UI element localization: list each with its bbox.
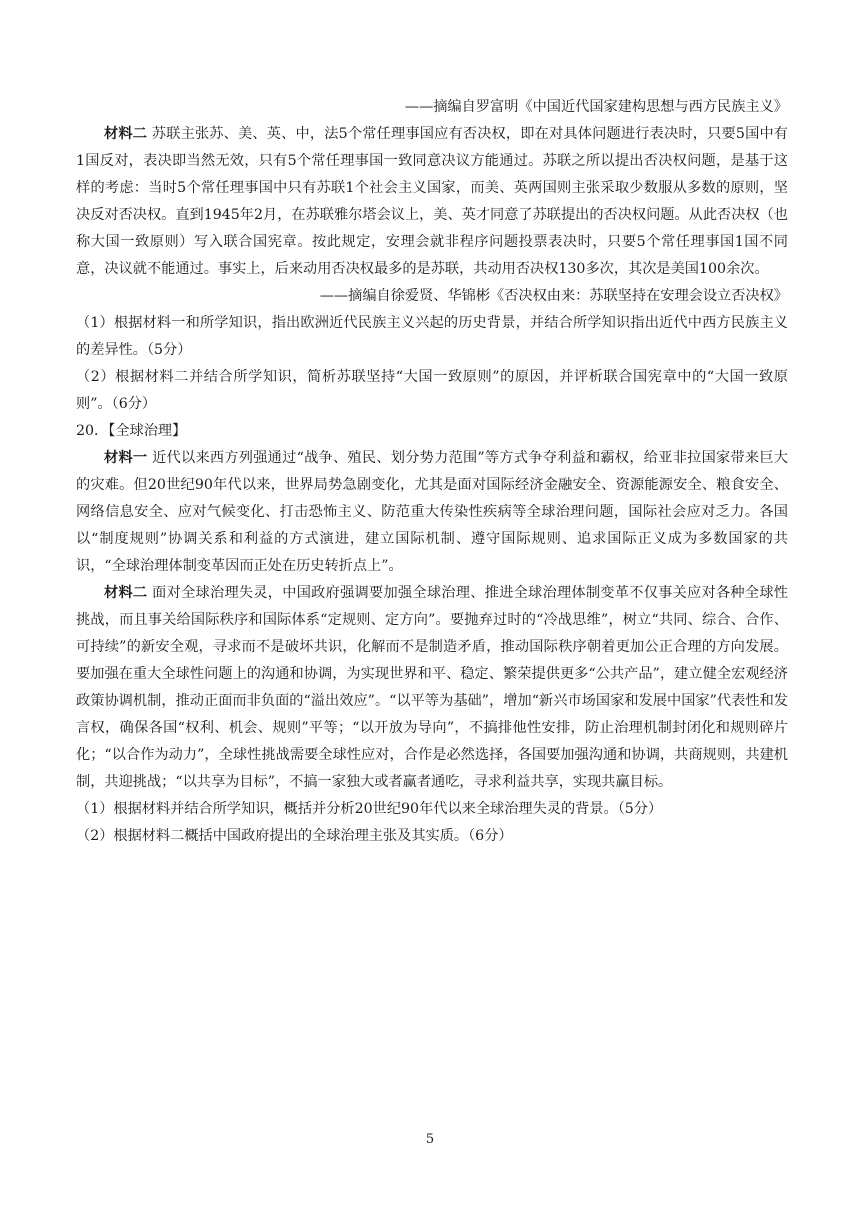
- s20-material-two-label: 材料二: [104, 585, 148, 601]
- source-citation-1: ——摘编自罗富明《中国近代国家建构思想与西方民族主义》: [404, 99, 788, 115]
- s20-material-one-label: 材料一: [104, 450, 148, 466]
- s20-material-two-text: 面对全球治理失灵，中国政府强调要加强全球治理、推进全球治理体制变革不仅事关应对各种全球性挑战，而且事关给国际秩序和国际体系“定规则、定方向”。要抛弃过时的“冷战思维”，树立“共同、综合、合作、可持续”的新安全观，寻求而不是破坏共识，化解而不是制造矛盾，推动国际秩序朝着更加公正合理的方向发展。要加强在重大全球性问题上的沟通和协调，为实现世界和平、稳定、繁荣提供更多“公共产品”，建立健全宏观经济政策协调机制，推动正面而非负面的“溢出效应”。“以平等为基础”，增加“新兴市场国家和发展中国家”代表性和发言权，确保各国“权利、机会、规则”平等；“以开放为导向”，不搞排他性安排，防止治理机制封闭化和规则碎片化；“以合作为动力”，全球性挑战需要全球性应对，合作是必然选择，各国要加强沟通和协调，共商规则，共建机制，共迎挑战；“以共享为目标”，不搞一家独大或者赢者通吃，寻求利益共享，实现共赢目标。: [76, 585, 788, 790]
- material-two-label: 材料二: [104, 126, 148, 142]
- page-content: [76, 94, 788, 850]
- page-number: 5: [425, 1132, 435, 1147]
- s20-material-two-paragraph: [76, 580, 788, 796]
- source-citation-2: ——摘编自徐爱贤、华锦彬《否决权由来：苏联坚持在安理会设立否决权》: [319, 288, 788, 304]
- s20-material-one-text: 近代以来西方列强通过“战争、殖民、划分势力范围”等方式争夺利益和霸权，给亚非拉国家带来巨大的灾难。但20世纪90年代以来，世界局势急剧变化，尤其是面对国际经济金融安全、资源能源安全、粮食安全、网络信息安全、应对气候变化、打击恐怖主义、防范重大传染性疾病等全球治理问题，国际社会应对乏力。各国以“制度规则”协调关系和利益的方式演进，建立国际机制、遵守国际规则、追求国际正义成为多数国家的共识，“全球治理体制变革因而正处在历史转折点上”。: [76, 450, 788, 574]
- section-20-heading: 20．【全球治理】: [76, 423, 187, 439]
- s20-question-1: （1）根据材料并结合所学知识，概括并分析20世纪90年代以来全球治理失灵的背景。（5分）: [76, 801, 663, 817]
- material-two-text: 苏联主张苏、美、英、中，法5个常任理事国应有否决权，即在对具体问题进行表决时，只要5国中有1国反对，表决即当然无效，只有5个常任理事国一致同意决议方能通过。苏联之所以提出否决权问题，是基于这样的考虑：当时5个常任理事国中只有苏联1个社会主义国家，而美、英两国则主张采取少数服从多数的原则，坚决反对否决权。直到1945年2月，在苏联雅尔塔会议上，美、英才同意了苏联提出的否决权问题。从此否决权（也称大国一致原则）写入联合国宪章。按此规定，安理会就非程序问题投票表决时，只要5个常任理事国1国不同意，决议就不能通过。事实上，后来动用否决权最多的是苏联，共动用否决权130多次，其次是美国100余次。: [76, 126, 788, 277]
- question-1: （1）根据材料一和所学知识，指出欧洲近代民族主义兴起的历史背景，并结合所学知识指出近代中西方民族主义的差异性。（5分）: [76, 315, 788, 358]
- s20-material-one-paragraph: [76, 445, 788, 580]
- material-two-paragraph: [76, 121, 788, 283]
- s20-question-2: （2）根据材料二概括中国政府提出的全球治理主张及其实质。（6分）: [76, 828, 513, 844]
- question-2: （2）根据材料二并结合所学知识，简析苏联坚持“大国一致原则”的原因，并评析联合国宪章中的“大国一致原则”。（6分）: [76, 369, 788, 412]
